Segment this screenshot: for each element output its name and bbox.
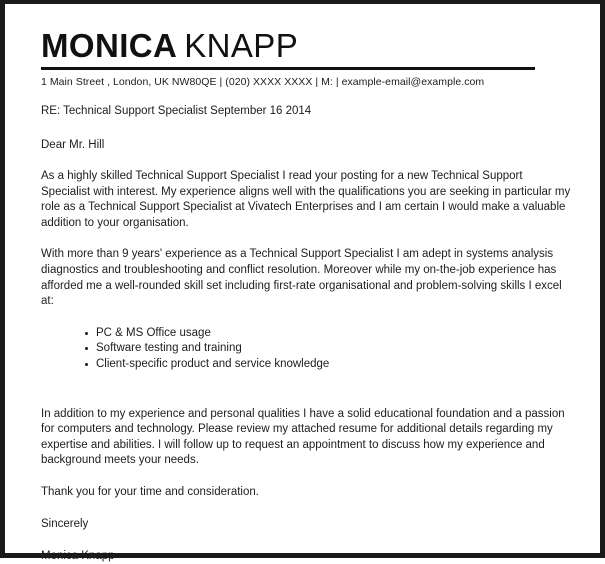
thank-you-line: Thank you for your time and consideration. [41, 485, 259, 498]
signature-name: Monica Knapp [41, 550, 115, 563]
header-divider [41, 67, 535, 70]
closing-salutation: Sincerely [41, 517, 89, 530]
letterhead [39, 28, 566, 89]
applicant-first-name: MONICA [41, 27, 178, 64]
applicant-name [41, 28, 566, 64]
applicant-last-name: KNAPP [184, 27, 299, 64]
body-paragraph-1: As a highly skilled Technical Support Specialist I read your posting for a new Technical Support Specialist with interest. My experience aligns well with the qualifications you are seeking in particular my role as a Technical Support Specialist at Vivatech Enterprises and I am certain I would make a valuable addition to your organisation. [41, 170, 571, 229]
list-item: Client-specific product and service knowledge [85, 357, 571, 373]
skills-list [41, 326, 571, 373]
list-bottom-spacer [41, 389, 571, 407]
body-paragraph-2: With more than 9 years' experience as a Technical Support Specialist I am adept in systems analysis diagnostics and troubleshooting and conflict resolution. Moreover while my on-the-job experience has afforded me a well-rounded skill set including first-rate organisational and problem-solving skills I excel at: [41, 248, 562, 308]
closing-block [41, 407, 571, 564]
subject-line: RE: Technical Support Specialist September 16 2014 [41, 105, 312, 117]
letter-sheet [5, 4, 600, 563]
letter-body [39, 103, 571, 564]
contact-info-line: 1 Main Street , London, UK NW80QE | (020) XXXX XXXX | M: | example-email@example.com [41, 76, 485, 88]
list-item: PC & MS Office usage [85, 326, 571, 342]
list-item: Software testing and training [85, 341, 571, 357]
body-paragraph-3: In addition to my experience and personal qualities I have a solid educational foundation and a passion for computers and technology. Please review my attached resume for additional details regarding my expertise and abilities. I will follow up to request an appointment to discuss how my experience and background meets your needs. [41, 407, 565, 467]
salutation: Dear Mr. Hill [41, 139, 105, 151]
